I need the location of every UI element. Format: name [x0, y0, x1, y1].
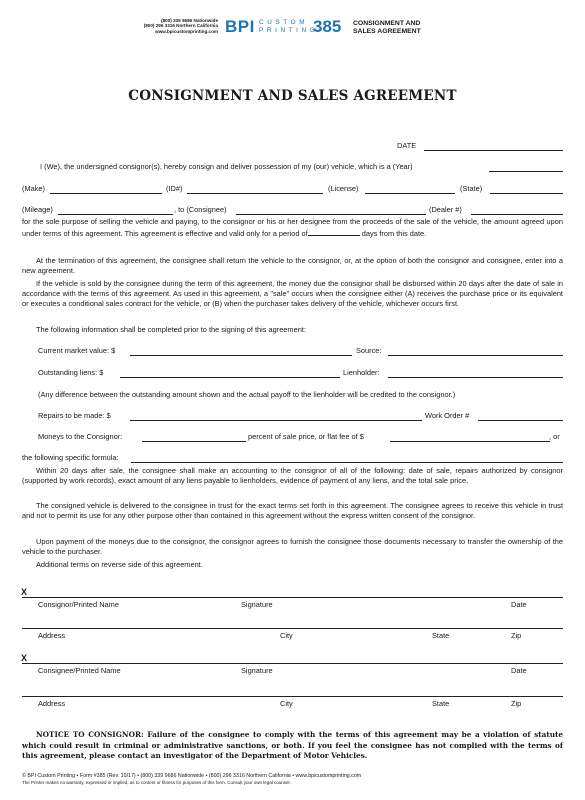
header-phone2: (800) 296 3316 Northern California — [143, 23, 218, 29]
purpose-paragraph — [22, 217, 563, 239]
repairs-label: Repairs to be made: $ — [38, 411, 111, 420]
moneys-label: Moneys to the Consignor: — [38, 432, 123, 441]
license-label: (License) — [328, 184, 359, 193]
or-label: , or — [549, 432, 560, 441]
termination-paragraph: At the termination of this agreement, the consignee shall return the vehicle to the consignor, or, at the option of both the consignor and consignee, enter into a new agreement. — [22, 256, 563, 276]
footer-copyright: © BPI Custom Printing • Form #385 (Rev. 10/17) • (800) 339 9686 Nationwide • (800) 296 3316 Northern California • www.bpicustomprinting.com — [22, 773, 362, 779]
notice-to-consignor — [22, 730, 563, 762]
consignee-label: , to (Consignee) — [174, 205, 227, 214]
lienholder-label: Lienholder: — [343, 368, 380, 377]
state-field[interactable] — [490, 193, 563, 194]
consignor-signature-line[interactable] — [22, 597, 563, 598]
brand-custom-printing — [259, 19, 318, 34]
consignor-zip-label: Zip — [511, 631, 522, 640]
brand-printing: PRINTING — [259, 26, 319, 34]
following-text: The following information shall be completed prior to the signing of this agreement: — [36, 325, 306, 334]
header-form-title — [353, 20, 421, 35]
date-field[interactable] — [424, 150, 563, 151]
header-phone1: (800) 339 9686 Nationwide — [161, 18, 218, 23]
brand-custom: CUSTOM — [259, 19, 309, 26]
accounting-paragraph: Within 20 days after sale, the consignee shall make an accounting to the consignor of all of the following: date of sale, repairs authorized by consignor (supported by work records), exact amount of any liens payable to lienholders, evidence of payment of any liens, and the total sale price. — [22, 466, 563, 486]
consignor-x-mark: X — [21, 587, 28, 597]
license-field[interactable] — [365, 193, 455, 194]
sold-paragraph: If the vehicle is sold by the consignee during the term of this agreement, the money due the consignor shall be disbursed within 20 days after the date of sale in accordance with the terms of this agreement. As used in this agreement, a "sale" occurs when the consignee either (A) receives the purchase price or its equivalent or executes a conditional sales contract for the vehicle, or (B) when the purchaser takes delivery of the vehicle, whichever occurs first. — [22, 279, 563, 309]
header-title-line1: CONSIGNMENT AND — [353, 20, 421, 27]
notice-label: NOTICE TO CONSIGNOR: — [36, 730, 144, 739]
consignee-state-label: State — [432, 699, 450, 708]
work-order-field[interactable] — [478, 420, 563, 421]
flat-fee-field[interactable] — [390, 441, 550, 442]
consignee-field[interactable] — [236, 214, 426, 215]
id-label: (ID#) — [166, 184, 183, 193]
outstanding-liens-label: Outstanding liens: $ — [38, 368, 104, 377]
consignee-date-label: Date — [511, 666, 527, 675]
percent-field[interactable] — [142, 441, 246, 442]
lienholder-field[interactable] — [388, 377, 563, 378]
consignee-address-label: Address — [38, 699, 66, 708]
make-label: (Make) — [22, 184, 45, 193]
current-value-label: Current market value: $ — [38, 346, 116, 355]
notice-text: Failure of the consignee to comply with the terms of this agreement may be a violation of statute which could result in criminal or administrative sanctions, or both. If you feel the consignee has not complied with the terms of this agreement, please contact an investigator of the Department of Motor Vehicles. — [22, 730, 564, 760]
consignee-signature-label: Signature — [241, 666, 273, 675]
header-url: www.bpicustomprinting.com — [155, 28, 218, 34]
consignor-signature-label: Signature — [241, 600, 273, 609]
days-field[interactable] — [308, 227, 360, 236]
consignor-name-label: Consignor/Printed Name — [38, 600, 119, 609]
id-field[interactable] — [187, 193, 323, 194]
consignor-address-line[interactable] — [22, 628, 563, 629]
state-label: (State) — [460, 184, 483, 193]
consignee-name-label: Consignee/Printed Name — [38, 666, 121, 675]
purpose-text: for the sole purpose of selling the vehicle and paying, to the consignor or his or her designee from the proceeds of the sale of the vehicle, the amount agreed upon under terms of this agreement. This agreement is effective and valid only for a period of — [22, 217, 563, 239]
date-label: DATE — [397, 141, 417, 150]
consignee-zip-label: Zip — [511, 699, 522, 708]
page-title: CONSIGNMENT AND SALES AGREEMENT — [128, 88, 457, 104]
consignee-x-mark: X — [21, 653, 28, 663]
outstanding-liens-field[interactable] — [120, 377, 340, 378]
dealer-field[interactable] — [471, 214, 563, 215]
difference-note: (Any difference between the outstanding amount shown and the actual payoff to the lienholder will be credited to the consignor.) — [38, 390, 456, 399]
work-order-label: Work Order # — [425, 411, 470, 420]
consignee-city-label: City — [280, 699, 293, 708]
mileage-field[interactable] — [58, 214, 173, 215]
year-field[interactable] — [489, 171, 563, 172]
percent-label: percent of sale price, or flat fee of $ — [248, 432, 364, 441]
consignor-date-label: Date — [511, 600, 527, 609]
consignee-address-line[interactable] — [22, 696, 563, 697]
dealer-label: (Dealer #) — [429, 205, 462, 214]
mileage-label: (Mileage) — [22, 205, 53, 214]
formula-label: the following specific formula: — [22, 453, 119, 462]
make-field[interactable] — [50, 193, 162, 194]
consignee-signature-line[interactable] — [22, 663, 563, 664]
consignor-address-label: Address — [38, 631, 66, 640]
formula-field[interactable] — [131, 462, 563, 463]
source-label: Source: — [356, 346, 382, 355]
intro-text: I (We), the undersigned consignor(s), hereby consign and deliver possession of my (our) vehicle, which is a (Year) — [40, 162, 413, 171]
footer-disclaimer: The Printer makes no warranty, expressed or implied, as to content or fitness for purposes of this form. Consult your own legal counsel. — [22, 780, 291, 785]
header-contact — [130, 18, 218, 34]
source-field[interactable] — [388, 355, 563, 356]
header-title-line2: SALES AGREEMENT — [353, 27, 421, 35]
consignor-city-label: City — [280, 631, 293, 640]
purpose-end-text: days from this date. — [361, 229, 427, 239]
form-number: 385 — [313, 17, 342, 36]
trust-paragraph: The consigned vehicle is delivered to the consignee in trust for the exact terms set forth in this agreement. The consignee agrees to receive this vehicle in trust and not to permit its use for any other purpose other than contained in this agreement without the express written consent of the consignor. — [22, 501, 563, 521]
current-value-field[interactable] — [130, 355, 352, 356]
transfer-paragraph: Upon payment of the moneys due to the consignor, the consignor agrees to furnish the consignee those documents necessary to transfer the ownership of the vehicle to the purchaser. — [22, 537, 563, 557]
repairs-field[interactable] — [130, 420, 422, 421]
consignor-state-label: State — [432, 631, 450, 640]
brand-logo: BPI — [225, 17, 255, 36]
additional-terms: Additional terms on reverse side of this agreement. — [36, 560, 203, 569]
